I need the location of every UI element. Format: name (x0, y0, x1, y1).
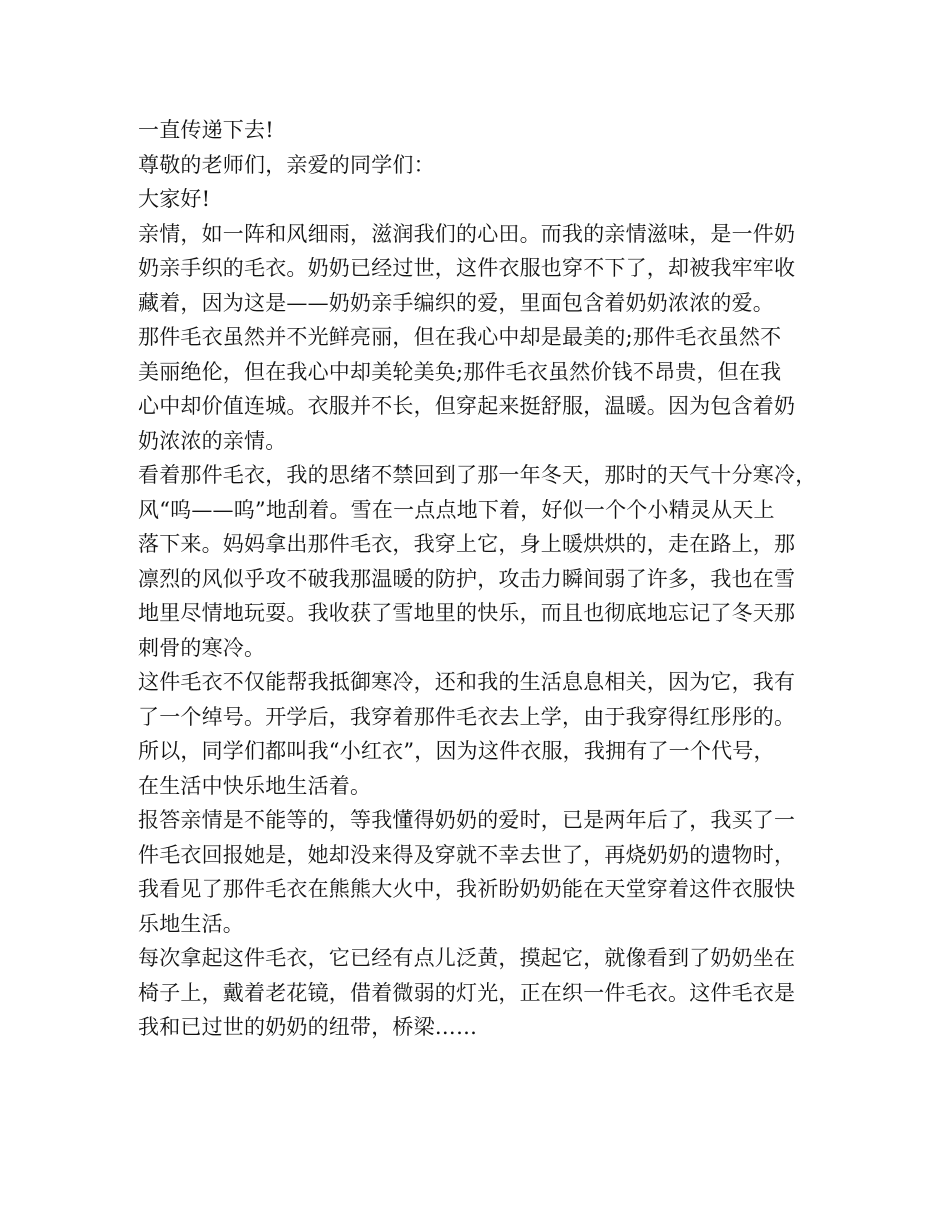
text-line: 心中却价值连城。衣服并不长，但穿起来挺舒服，温暖。因为包含着奶 (138, 394, 796, 418)
text-line: 凛烈的风似乎攻不破我那温暖的防护，攻击力瞬间弱了许多，我也在雪 (138, 566, 796, 591)
text-line: 每次拿起这件毛衣，它已经有点儿泛黄，摸起它，就像看到了奶奶坐在 (138, 946, 796, 970)
text-line: 看着那件毛衣，我的思绪不禁回到了那一年冬天，那时的天气十分寒冷， (138, 463, 817, 487)
text-line: 了一个绰号。开学后，我穿着那件毛衣去上学，由于我穿得红彤彤的。 (138, 704, 796, 729)
text-line: 尊敬的老师们，亲爱的同学们： (138, 152, 435, 177)
text-line: 在生活中快乐地生活着。 (138, 773, 372, 798)
text-line: 这件毛衣不仅能帮我抵御寒冷，还和我的生活息息相关，因为它，我有 (138, 670, 796, 694)
text-line: 所以，同学们都叫我“小红衣”，因为这件衣服，我拥有了一个代号， (138, 739, 775, 763)
text-line: 乐地生活。 (138, 911, 244, 936)
document-body (138, 113, 818, 1045)
text-line: 我看见了那件毛衣在熊熊大火中，我祈盼奶奶能在天堂穿着这件衣服快 (138, 877, 796, 901)
text-line: 藏着，因为这是——奶奶亲手编织的爱，里面包含着奶奶浓浓的爱。 (138, 290, 774, 315)
text-line: 那件毛衣虽然并不光鲜亮丽，但在我心中却是最美的;那件毛衣虽然不 (138, 325, 782, 349)
text-line: 奶浓浓的亲情。 (138, 428, 287, 453)
text-line: 一直传递下去! (138, 118, 274, 142)
text-line: 椅子上，戴着老花镜，借着微弱的灯光，正在织一件毛衣。这件毛衣是 (138, 980, 796, 1005)
text-line: 美丽绝伦，但在我心中却美轮美奂;那件毛衣虽然价钱不昂贵，但在我 (138, 359, 782, 384)
text-line: 风“呜——呜”地刮着。雪在一点点地下着，好似一个个小精灵从天上 (138, 497, 775, 522)
text-line: 报答亲情是不能等的，等我懂得奶奶的爱时，已是两年后了，我买了一 (138, 808, 796, 832)
text-line: 地里尽情地玩耍。我收获了雪地里的快乐，而且也彻底地忘记了冬天那 (138, 601, 796, 625)
text-line: 我和已过世的奶奶的纽带，桥梁…… (138, 1015, 478, 1039)
text-line: 奶亲手织的毛衣。奶奶已经过世，这件衣服也穿不下了，却被我牢牢收 (138, 256, 796, 280)
text-line: 刺骨的寒冷。 (138, 635, 266, 660)
text-line: 亲情，如一阵和风细雨，滋润我们的心田。而我的亲情滋味，是一件奶 (138, 221, 796, 246)
text-line: 件毛衣回报她是，她却没来得及穿就不幸去世了，再烧奶奶的遗物时， (138, 842, 796, 867)
text-line: 落下来。妈妈拿出那件毛衣，我穿上它，身上暖烘烘的，走在路上，那 (138, 532, 796, 556)
text-line: 大家好! (138, 187, 211, 211)
